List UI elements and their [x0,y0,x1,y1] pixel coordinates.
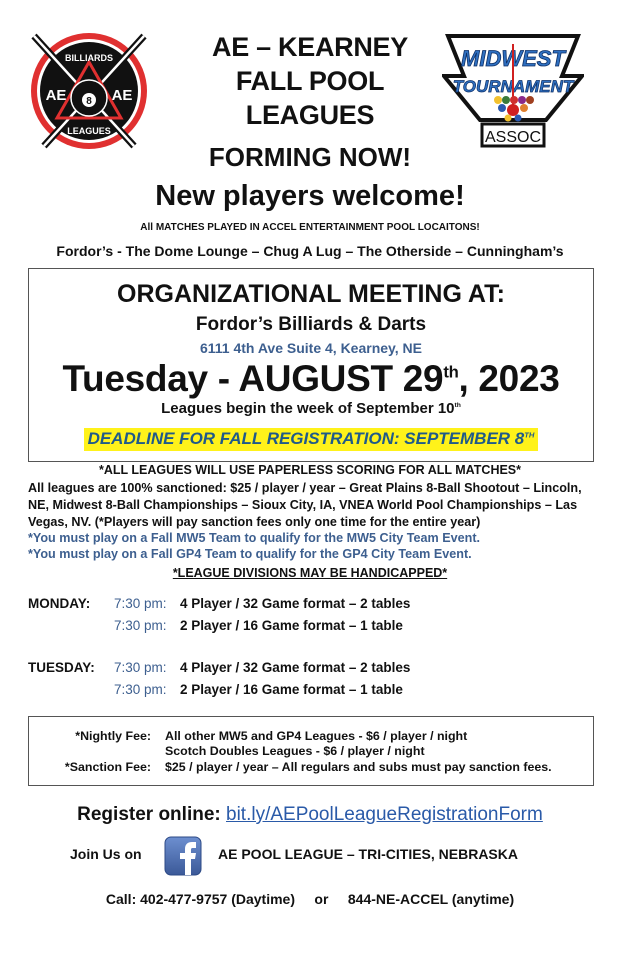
schedule-format: 4 Player / 32 Game format – 2 tables [180,660,411,675]
schedule-time: 7:30 pm: [114,682,167,697]
ae-billiards-leagues-logo [26,28,152,154]
nightly-fee-line-2: Scotch Doubles Leagues - $6 / player / night [165,744,425,758]
nightly-fee-label: *Nightly Fee: [75,729,151,743]
qualification-note-mw5: *You must play on a Fall MW5 Team to qualify for the MW5 City Team Event. [28,531,481,545]
schedule-time: 7:30 pm: [114,618,167,633]
schedule-time: 7:30 pm: [114,660,167,675]
handicap-note: *LEAGUE DIVISIONS MAY BE HANDICAPPED* [172,566,448,580]
facebook-icon[interactable] [164,836,202,876]
title-line-3: LEAGUES [245,100,375,130]
league-start-date [28,400,594,417]
forming-now-heading: FORMING NOW! [208,142,412,172]
qualification-note-gp4: *You must play on a Fall GP4 Team to qualify for the GP4 City Team Event. [28,547,472,561]
svg-text:AE: AE [111,87,133,104]
contact-phone-numbers: Call: 402-477-9757 (Daytime) or 844-NE-ACCEL (anytime) [105,891,515,907]
svg-text:ASSOC: ASSOC [484,129,542,146]
schedule-format: 4 Player / 32 Game format – 2 tables [180,596,411,611]
new-players-welcome-heading: New players welcome! [155,180,465,212]
meeting-address: 6111 4th Ave Suite 4, Kearney, NE [199,340,423,356]
meeting-title: ORGANIZATIONAL MEETING AT: [117,280,505,308]
nightly-fee-line-1: All other MW5 and GP4 Leagues - $6 / player / night [165,729,468,743]
league-title [160,30,460,132]
locations-list: Fordor’s - The Dome Lounge – Chug A Lug – The Otherside – Cunningham’s [56,243,564,259]
midwest-logo-icon [442,32,584,150]
svg-text:LEAGUES: LEAGUES [67,126,111,136]
registration-deadline [28,428,594,451]
sanction-info-paragraph: All leagues are 100% sanctioned: $25 / player / year – Great Plains 8-Ball Shootout – Lincoln, NE, Midwest 8-Ball Championships – Sioux City, IA, VNEA World Pool Championships – Las Vegas, NV. (*Players will pay sanction fees only one time for the entire year) [28,481,582,529]
meeting-date-ordinal: th [443,362,459,382]
all-matches-note: All MATCHES PLAYED IN ACCEL ENTERTAINMENT POOL LOCAITONS! [140,222,480,233]
paperless-scoring-note: *ALL LEAGUES WILL USE PAPERLESS SCORING FOR ALL MATCHES* [98,463,522,477]
schedule-format: 2 Player / 16 Game format – 1 table [180,618,403,633]
qualification-notes [28,530,598,562]
join-us-label: Join Us on [70,846,142,862]
registration-link[interactable]: bit.ly/AEPoolLeagueRegistrationForm [226,804,543,825]
title-line-2: FALL POOL [235,66,385,96]
league-start-text: Leagues begin the week of September 10 [161,400,455,417]
register-label: Register online: [77,804,221,825]
svg-text:TOURNAMENT: TOURNAMENT [452,77,574,96]
schedule-day: MONDAY: [28,596,91,611]
schedule-time: 7:30 pm: [114,596,167,611]
register-online [20,804,600,826]
svg-text:8: 8 [86,96,92,107]
title-line-1: AE – KEARNEY [212,32,408,62]
deadline-ordinal: TH [524,430,535,440]
facebook-join-row [60,836,580,876]
meeting-date-year: , 2023 [458,358,560,399]
svg-text:AE: AE [45,87,67,104]
svg-text:MIDWEST: MIDWEST [461,46,565,71]
facebook-page-name[interactable]: AE POOL LEAGUE – TRI-CITIES, NEBRASKA [218,846,518,862]
league-start-ordinal: th [454,402,461,409]
meeting-date [28,358,594,400]
midwest-tournament-logo [442,32,584,150]
schedule-day: TUESDAY: [28,660,95,675]
meeting-venue: Fordor’s Billiards & Darts [195,314,427,335]
deadline-highlight [84,428,539,451]
ae-logo-icon [26,28,152,154]
svg-text:BILLIARDS: BILLIARDS [65,53,113,63]
schedule-format: 2 Player / 16 Game format – 1 table [180,682,403,697]
meeting-date-main: Tuesday - AUGUST 29 [62,358,444,399]
fee-info-box [28,716,594,786]
sanction-fee-label: *Sanction Fee: [64,760,151,774]
sanction-fee-text: $25 / player / year – All regulars and subs must pay sanction fees. [165,760,552,774]
deadline-text: DEADLINE FOR FALL REGISTRATION: SEPTEMBER 8 [87,429,525,448]
